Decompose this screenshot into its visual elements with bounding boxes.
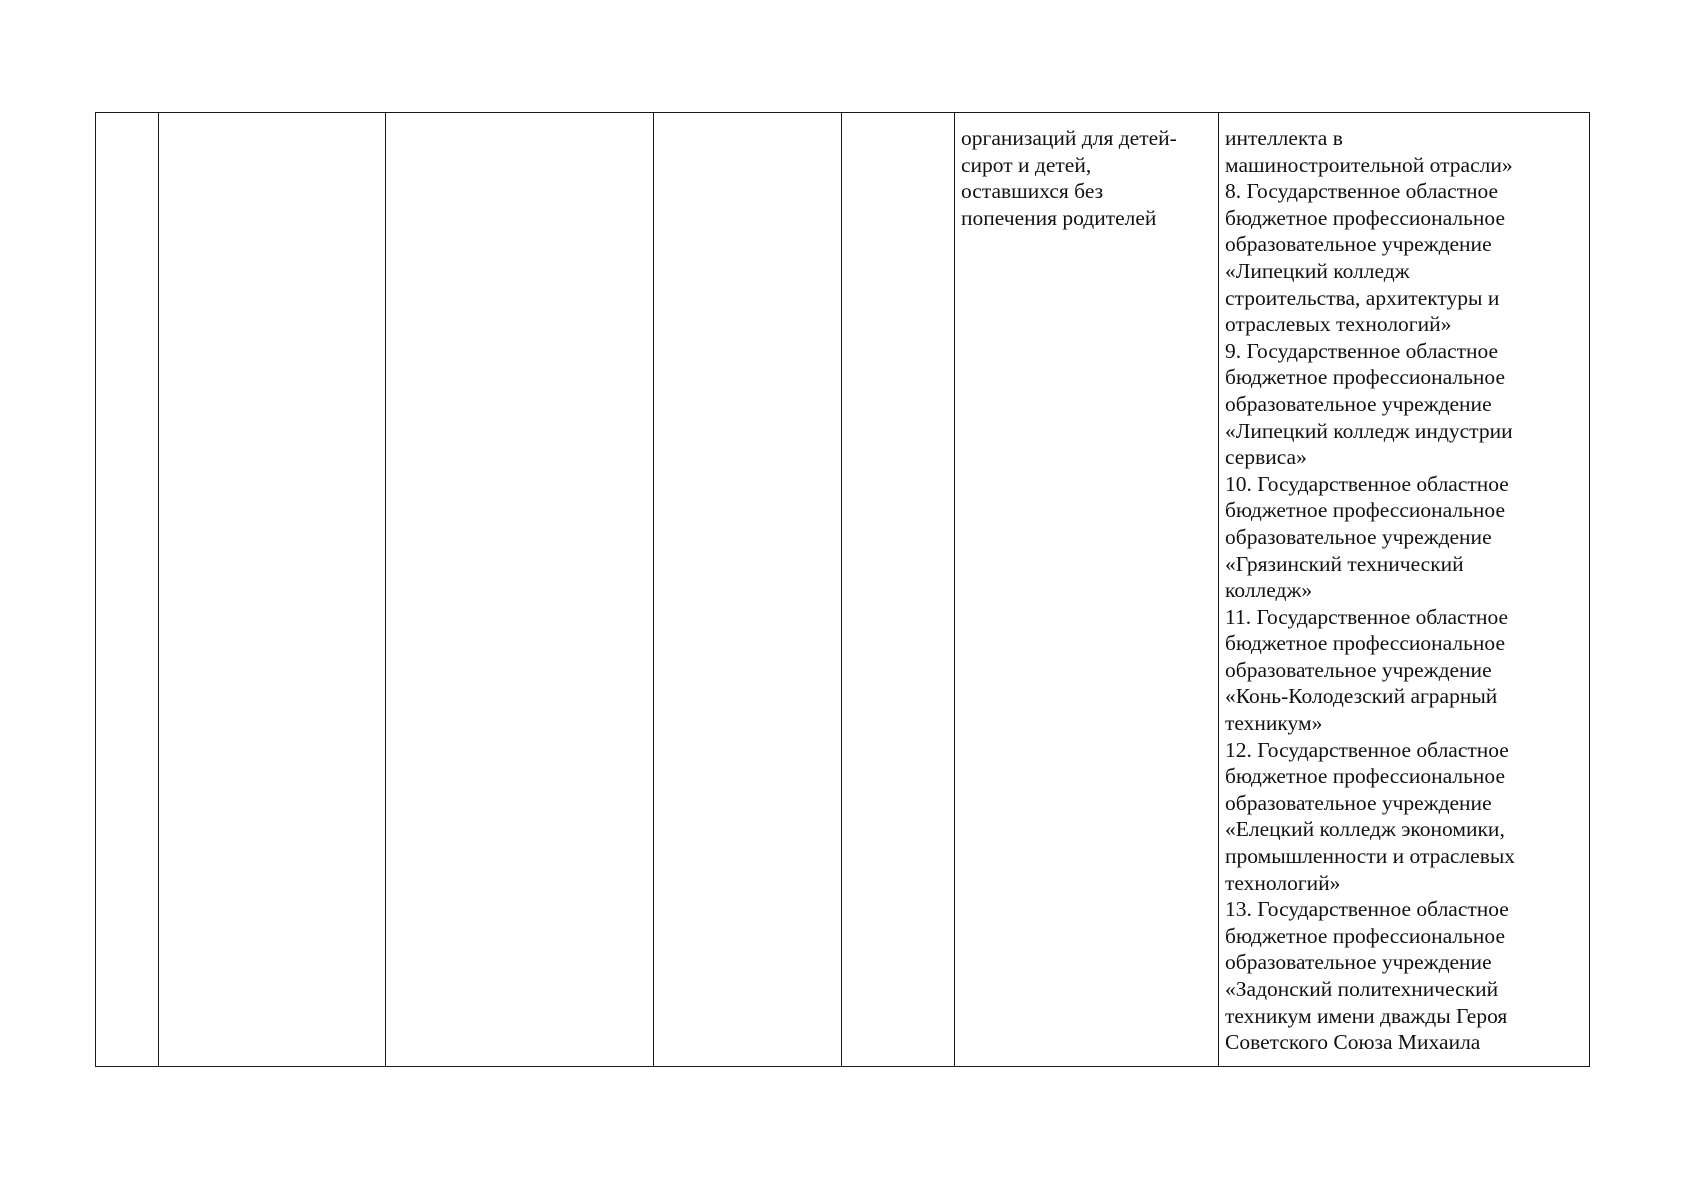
cell-text — [96, 113, 158, 125]
table-cell-col2 — [159, 113, 386, 1067]
table-cell-col5 — [842, 113, 955, 1067]
table-cell-col3 — [386, 113, 654, 1067]
table-cell-col4 — [654, 113, 842, 1067]
table-row — [96, 113, 1590, 1067]
table-cell-organizations — [955, 113, 1219, 1067]
cell-text: интеллекта в машиностроительной отрасли» 8. Государственное областное бюджетное профессиональное образовательное учреждение «Липецкий колледж строительства, архитектуры и отраслевых технологий» 9. Государственное областное бюджетное профессиональное образовательное учреждение «Липецкий колледж индустрии сервиса» 10. Государственное областное бюджетное профессиональное образовательное учреждение «Грязинский технический колледж» 11. Государственное областное бюджетное профессиональное образовательное учреждение «Конь-Колодезский аграрный техникум» 12. Государственное областное бюджетное профессиональное образовательное учреждение «Елецкий колледж экономики, промышленности и отраслевых технологий» 13. Государственное областное бюджетное профессиональное образовательное учреждение «Задонский политехнический техникум имени дважды Героя Советского Союза Михаила — [1225, 126, 1516, 1055]
cell-text — [654, 113, 841, 125]
table-cell-number — [96, 113, 159, 1067]
table-cell-institutions-list — [1219, 113, 1590, 1067]
document-table — [95, 112, 1590, 1067]
cell-text: организаций для детей- сирот и детей, оставшихся без попечения родителей — [961, 126, 1177, 230]
cell-text — [159, 113, 385, 125]
cell-text — [386, 113, 653, 125]
cell-text — [842, 113, 954, 125]
